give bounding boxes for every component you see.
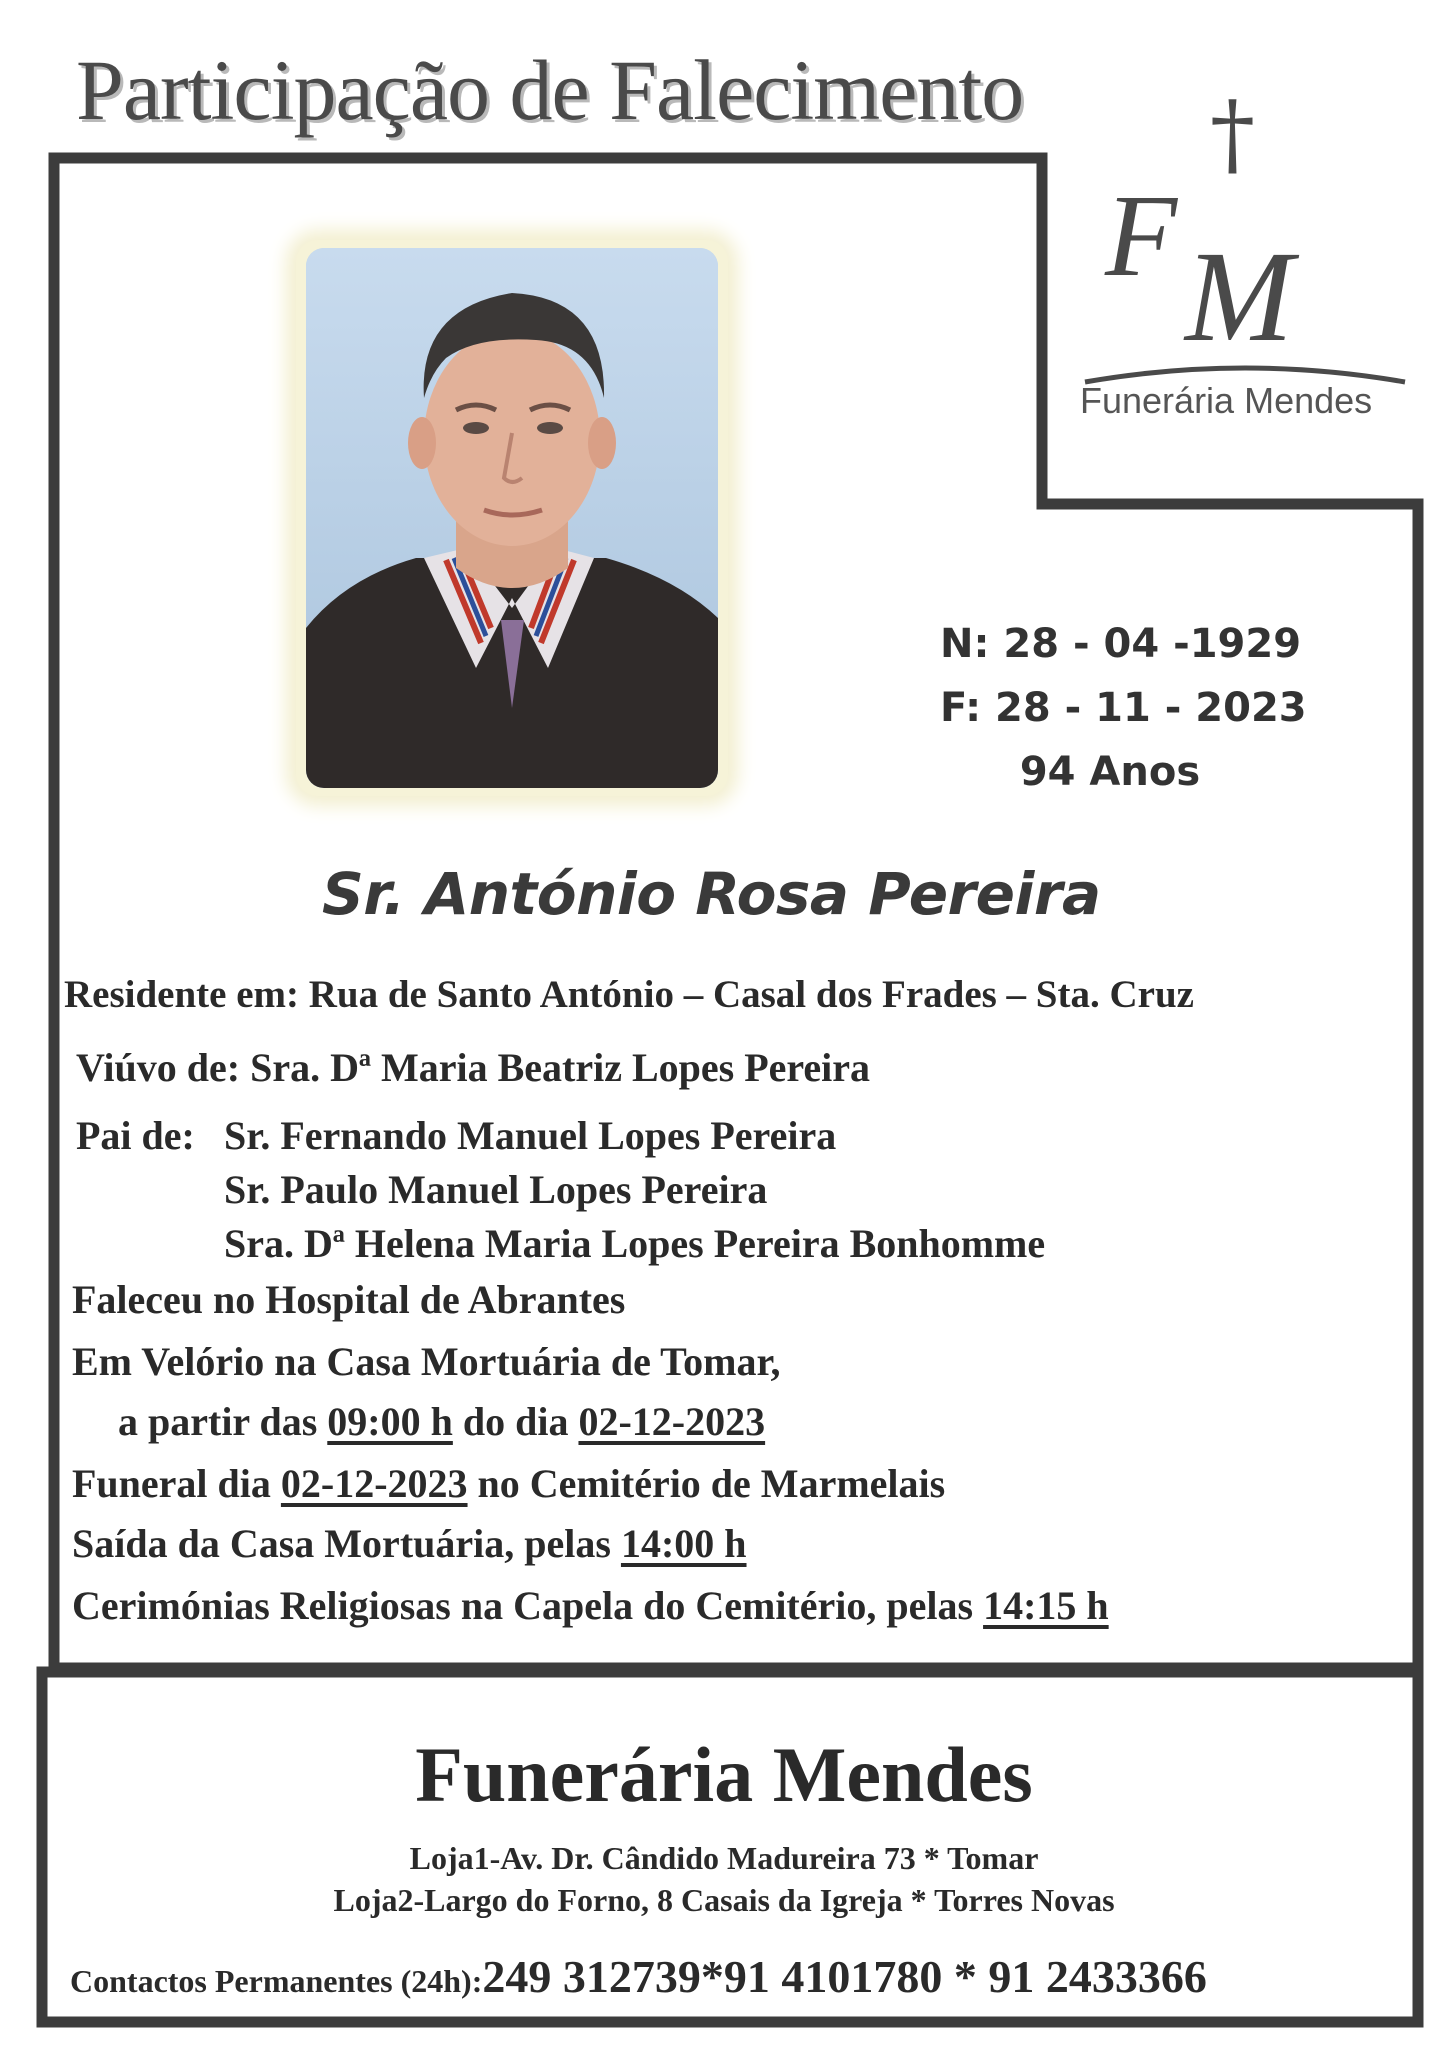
departure-time: 14:00 h bbox=[620, 1521, 747, 1566]
wake-date: 02-12-2023 bbox=[578, 1399, 766, 1444]
store-1-address: Loja1-Av. Dr. Cândido Madureira 73 * Tomar bbox=[409, 1840, 1039, 1876]
wake-from-prefix: a partir das bbox=[118, 1399, 328, 1444]
logo-monogram-f: F bbox=[1105, 170, 1178, 301]
children-label: Pai de: bbox=[76, 1113, 195, 1158]
logo-name: Funerária Mendes bbox=[1080, 380, 1373, 421]
residence: Residente em: Rua de Santo António – Casal dos Frades – Sta. Cruz bbox=[64, 973, 1194, 1016]
wake-place: Em Velório na Casa Mortuária de Tomar, bbox=[72, 1339, 781, 1384]
ceremony-line bbox=[72, 1582, 1109, 1629]
portrait-illustration bbox=[306, 248, 718, 788]
dates-block bbox=[940, 612, 1307, 804]
funeral-suffix: no Cemitério de Marmelais bbox=[467, 1461, 946, 1506]
funeral-prefix: Funeral dia bbox=[72, 1461, 281, 1506]
contacts-label: Contactos Permanentes (24h): bbox=[70, 1963, 483, 1999]
funeral-date: 02-12-2023 bbox=[280, 1461, 468, 1506]
died-at: Faleceu no Hospital de Abrantes bbox=[72, 1277, 626, 1322]
store-2-address: Loja2-Largo do Forno, 8 Casais da Igreja * Torres Novas bbox=[333, 1882, 1115, 1918]
child-item: Sr. Fernando Manuel Lopes Pereira bbox=[224, 1113, 837, 1158]
widower-of: Viúvo de: Sra. Dª Maria Beatriz Lopes Pereira bbox=[76, 1045, 871, 1090]
deceased-name: Sr. António Rosa Pereira bbox=[322, 860, 1101, 928]
death-date: F: 28 - 11 - 2023 bbox=[940, 685, 1307, 731]
deceased-photo bbox=[306, 248, 718, 788]
child-item: Sr. Paulo Manuel Lopes Pereira bbox=[224, 1167, 768, 1212]
age: 94 Anos bbox=[1019, 749, 1201, 795]
birth-date: N: 28 - 04 -1929 bbox=[940, 621, 1302, 667]
wake-day-prefix: do dia bbox=[452, 1399, 579, 1444]
child-item: Sra. Dª Helena Maria Lopes Pereira Bonhomme bbox=[224, 1221, 1046, 1266]
wake-schedule bbox=[118, 1398, 765, 1445]
departure-prefix: Saída da Casa Mortuária, pelas bbox=[72, 1521, 621, 1566]
page-title: Participação de Falecimento bbox=[76, 42, 1024, 138]
contacts-line bbox=[70, 1950, 1207, 2003]
logo-monogram-m: M bbox=[1185, 225, 1294, 369]
wake-time: 09:00 h bbox=[327, 1399, 453, 1444]
departure-line bbox=[72, 1520, 747, 1567]
contacts-numbers: 249 312739*91 4101780 * 91 2433366 bbox=[482, 1951, 1207, 2002]
cross-icon: † bbox=[1210, 82, 1255, 187]
funeral-line bbox=[72, 1460, 945, 1507]
footer-company: Funerária Mendes bbox=[415, 1731, 1033, 1818]
ceremony-prefix: Cerimónias Religiosas na Capela do Cemitério, pelas bbox=[72, 1583, 984, 1628]
ceremony-time: 14:15 h bbox=[983, 1583, 1109, 1628]
